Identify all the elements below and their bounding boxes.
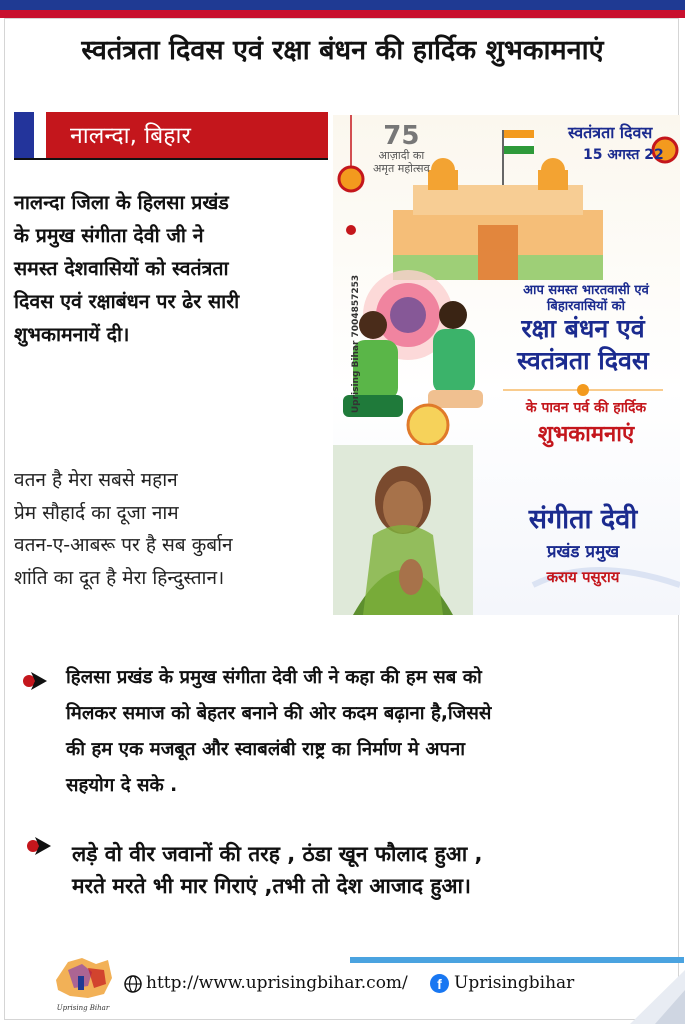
poster-side-credit: Uprising Bihar 7004857253 [351,274,362,414]
poem [14,464,233,594]
bullet1-line: मिलकर समाज को बेहतर बनाने की ओर कदम बढ़ाना है,जिससे [66,703,492,724]
poster-message-line2: बिहारवासियों को [547,299,625,314]
poster-person-post: प्रखंड प्रमुख [546,542,620,562]
amrit-line1: आज़ादी का [378,149,425,162]
bullet2-line: मरते मरते भी मार गिराएं ,तभी तो देश आजाद हुआ। [72,874,471,898]
location-label: नालन्दा, बिहार [70,123,191,149]
facebook-link[interactable]: Uprisingbihar [454,973,575,993]
poem-line: प्रेम सौहार्द का दूजा नाम [14,501,179,524]
poem-line: वतन-ए-आबरू पर है सब कुर्बान [14,534,233,556]
bullet2-line: लड़े वो वीर जवानों की तरह , ठंडा खून फौलाद हुआ , [72,842,483,866]
logo-caption: Uprising Bihar [56,1004,110,1012]
poster-wish-line1: के पावन पर्व की हार्दिक [525,400,647,416]
website-link[interactable]: http://www.uprisingbihar.com/ [146,973,408,993]
poster-wish-line2: शुभकामनाएं [537,422,635,447]
poster-date: 15 अगस्त 22 [583,147,664,163]
poem-line: वतन है मेरा सबसे महान [14,469,178,491]
poster-person-place: कराय पसुराय [546,568,620,586]
bullet1-line: हिलसा प्रखंड के प्रमुख संगीता देवी जी ने कहा की हम सब को [66,667,482,688]
poster-person-name: संगीता देवी [528,504,638,535]
facebook-icon: f [430,974,449,993]
amrit-number: 75 [383,121,420,151]
poster-festival-line1: रक्षा बंधन एवं [521,314,645,343]
location-flag-blue [14,112,34,158]
location-flag-white [34,112,46,158]
top-blue-bar [0,0,685,10]
intro-line: नालन्दा जिला के हिलसा प्रखंड [14,191,229,214]
footer-accent-line [350,957,684,963]
poster-date-title: स्वतंत्रता दिवस [568,123,653,142]
intro-paragraph [14,186,334,351]
bullet-paragraph-2 [72,838,483,902]
intro-line: दिवस एवं रक्षाबंधन पर ढेर सारी [14,290,240,313]
location-underline [14,158,328,160]
poster-message [491,283,680,315]
bullet1-line: सहयोग दे सके . [66,775,178,796]
uprising-bihar-logo [48,950,118,1014]
poster-festival-line2: स्वतंत्रता दिवस [517,346,649,375]
amrit-mahotsav-logo [373,123,430,175]
bullet1-line: की हम एक मजबूत और स्वाबलंबी राष्ट्र का निर्माण मे अपना [66,739,466,760]
greeting-poster [333,115,680,615]
top-red-bar [0,10,685,18]
poem-line: शांति का दूत है मेरा हिन्दुस्तान। [14,566,225,589]
poster-message-line1: आप समस्त भारतवासी एवं [523,283,649,298]
intro-line: शुभकामनायें दी। [14,323,130,346]
arrow-bullet-icon [26,835,52,857]
globe-icon [124,975,142,993]
intro-line: समस्त देशवासियों को स्वतंत्रता [14,257,229,280]
footer-corner-decoration [610,970,685,1024]
bullet-paragraph-1 [66,660,660,804]
amrit-line2: अमृत महोत्सव [373,162,430,175]
intro-line: के प्रमुख संगीता देवी जी ने [14,224,204,247]
poster-festival [483,313,680,377]
arrow-bullet-icon [22,670,48,692]
page-title: स्वतंत्रता दिवस एवं रक्षा बंधन की हार्दिक शुभकामनाएं [81,35,604,66]
